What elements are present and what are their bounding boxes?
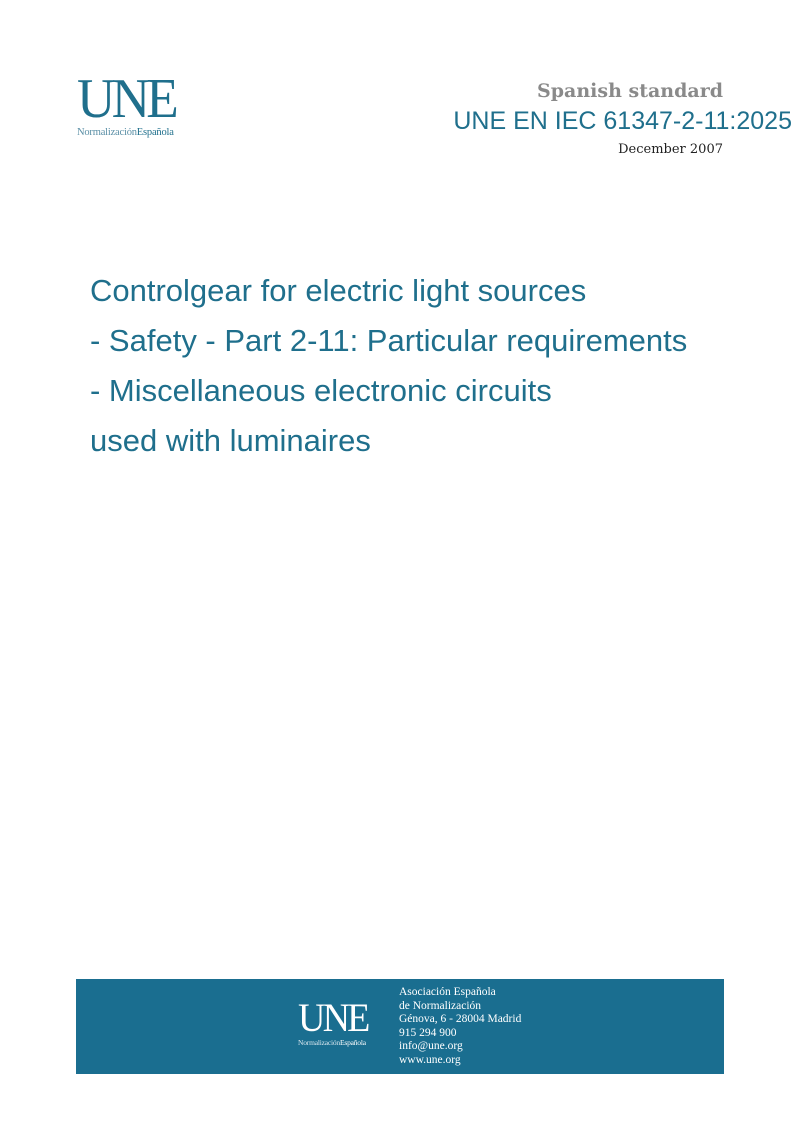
- title-line: used with luminaires: [90, 423, 371, 458]
- publication-date: December 2007: [618, 142, 723, 157]
- footer-une-logo: [298, 995, 388, 1047]
- document-header: [453, 78, 792, 162]
- une-logo: [77, 68, 193, 138]
- email-address: info@une.org: [399, 1040, 463, 1052]
- footer-band: [76, 979, 724, 1074]
- address-line: Génova, 6 - 28004 Madrid: [399, 1013, 522, 1025]
- footer-logo-sub-light: Normalización: [298, 1038, 340, 1047]
- title-line: Controlgear for electric light sources: [90, 273, 587, 308]
- website-url: www.une.org: [399, 1053, 461, 1066]
- title-line: - Safety - Part 2-11: Particular requirements: [90, 323, 688, 358]
- phone-number: 915 294 900: [399, 1026, 457, 1039]
- footer-address: [399, 986, 521, 1067]
- une-logo-sub-light: Normalización: [77, 127, 137, 138]
- document-title: [90, 266, 770, 466]
- une-logo-mark: UNE: [77, 68, 175, 130]
- document-type: Spanish standard: [537, 80, 723, 102]
- standard-code: UNE EN IEC 61347-2-11:2025: [453, 107, 792, 135]
- address-line: de Normalización: [399, 999, 482, 1012]
- footer-logo-sub-dark: Española: [339, 1038, 366, 1047]
- une-logo-sub-dark: Española: [136, 127, 174, 138]
- title-line: - Miscellaneous electronic circuits: [90, 373, 552, 408]
- address-line: Asociación Española: [399, 986, 496, 998]
- footer-logo-mark: UNE: [298, 995, 368, 1040]
